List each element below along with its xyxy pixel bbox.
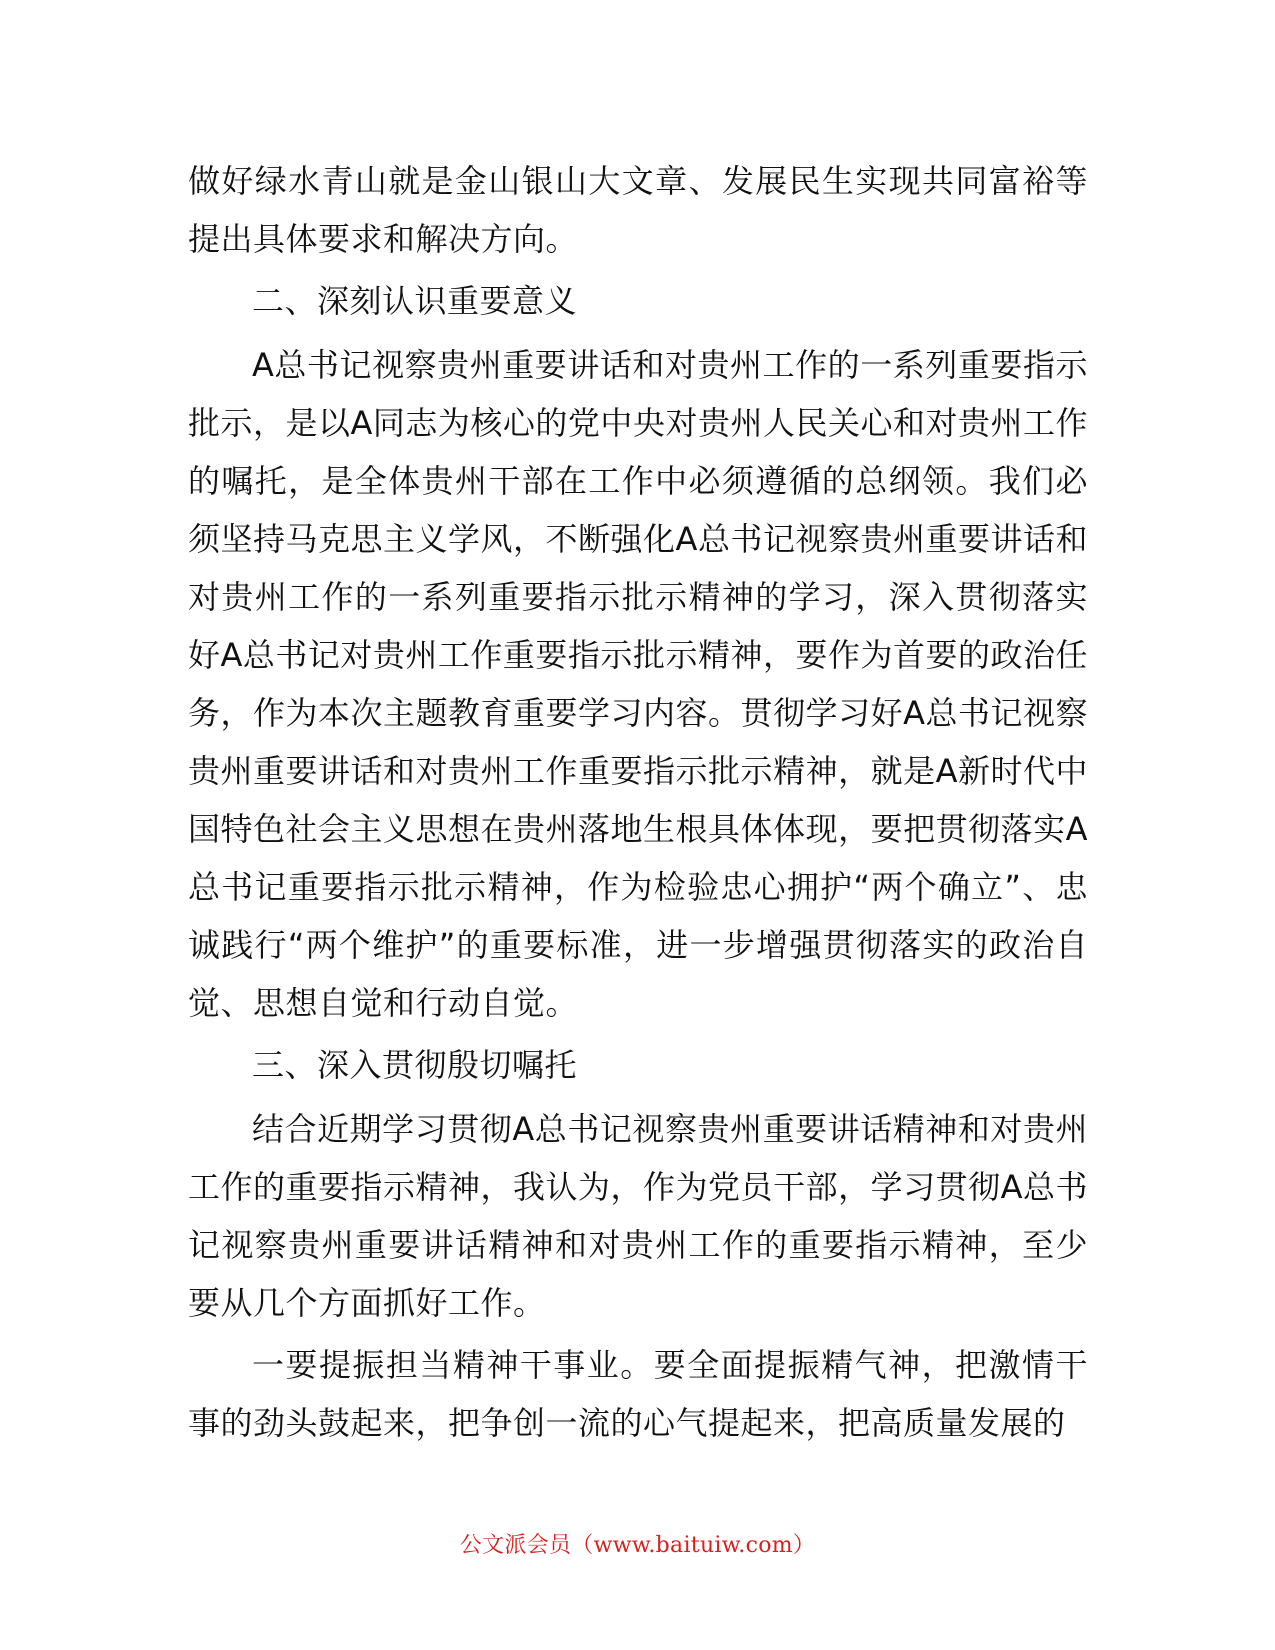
paragraph-point-one: 一要提振担当精神干事业。要全面提振精气神，把激情干事的劲头鼓起来，把争创一流的心气提起来，把高质量发展的 <box>188 1346 1088 1442</box>
section-heading-2: 二、深刻认识重要意义 <box>252 282 578 320</box>
section-heading-3: 三、深入贯彻殷切嘱托 <box>252 1046 578 1084</box>
paragraph-continuation: 做好绿水青山就是金山银山大文章、发展民生实现共同富裕等提出具体要求和解决方向。 <box>188 162 1088 258</box>
paragraph-significance: A总书记视察贵州重要讲话和对贵州工作的一系列重要指示批示，是以A同志为核心的党中央对贵州人民关心和对贵州工作的嘱托，是全体贵州干部在工作中必须遵循的总纲领。我们必须坚持马克思主义学风，不断强化A总书记视察贵州重要讲话和对贵州工作的一系列重要指示批示精神的学习，深入贯彻落实好A总书记对贵州工作重要指示批示精神，要作为首要的政治任务，作为本次主题教育重要学习内容。贯彻学习好A总书记视察贵州重要讲话和对贵州工作重要指示批示精神，就是A新时代中国特色社会主义思想在贵州落地生根具体体现，要把贯彻落实A总书记重要指示批示精神，作为检验忠心拥护“两个确立”、忠诚践行“两个维护”的重要标准，进一步增强贯彻落实的政治自觉、思想自觉和行动自觉。 <box>188 346 1088 1022</box>
footer-watermark: 公文派会员（www.baituiw.com） <box>459 1533 816 1558</box>
document-body <box>188 152 1088 1456</box>
paragraph-implementation: 结合近期学习贯彻A总书记视察贵州重要讲话精神和对贵州工作的重要指示精神，我认为，作为党员干部，学习贯彻A总书记视察贵州重要讲话精神和对贵州工作的重要指示精神，至少要从几个方面抓好工作。 <box>188 1110 1088 1322</box>
